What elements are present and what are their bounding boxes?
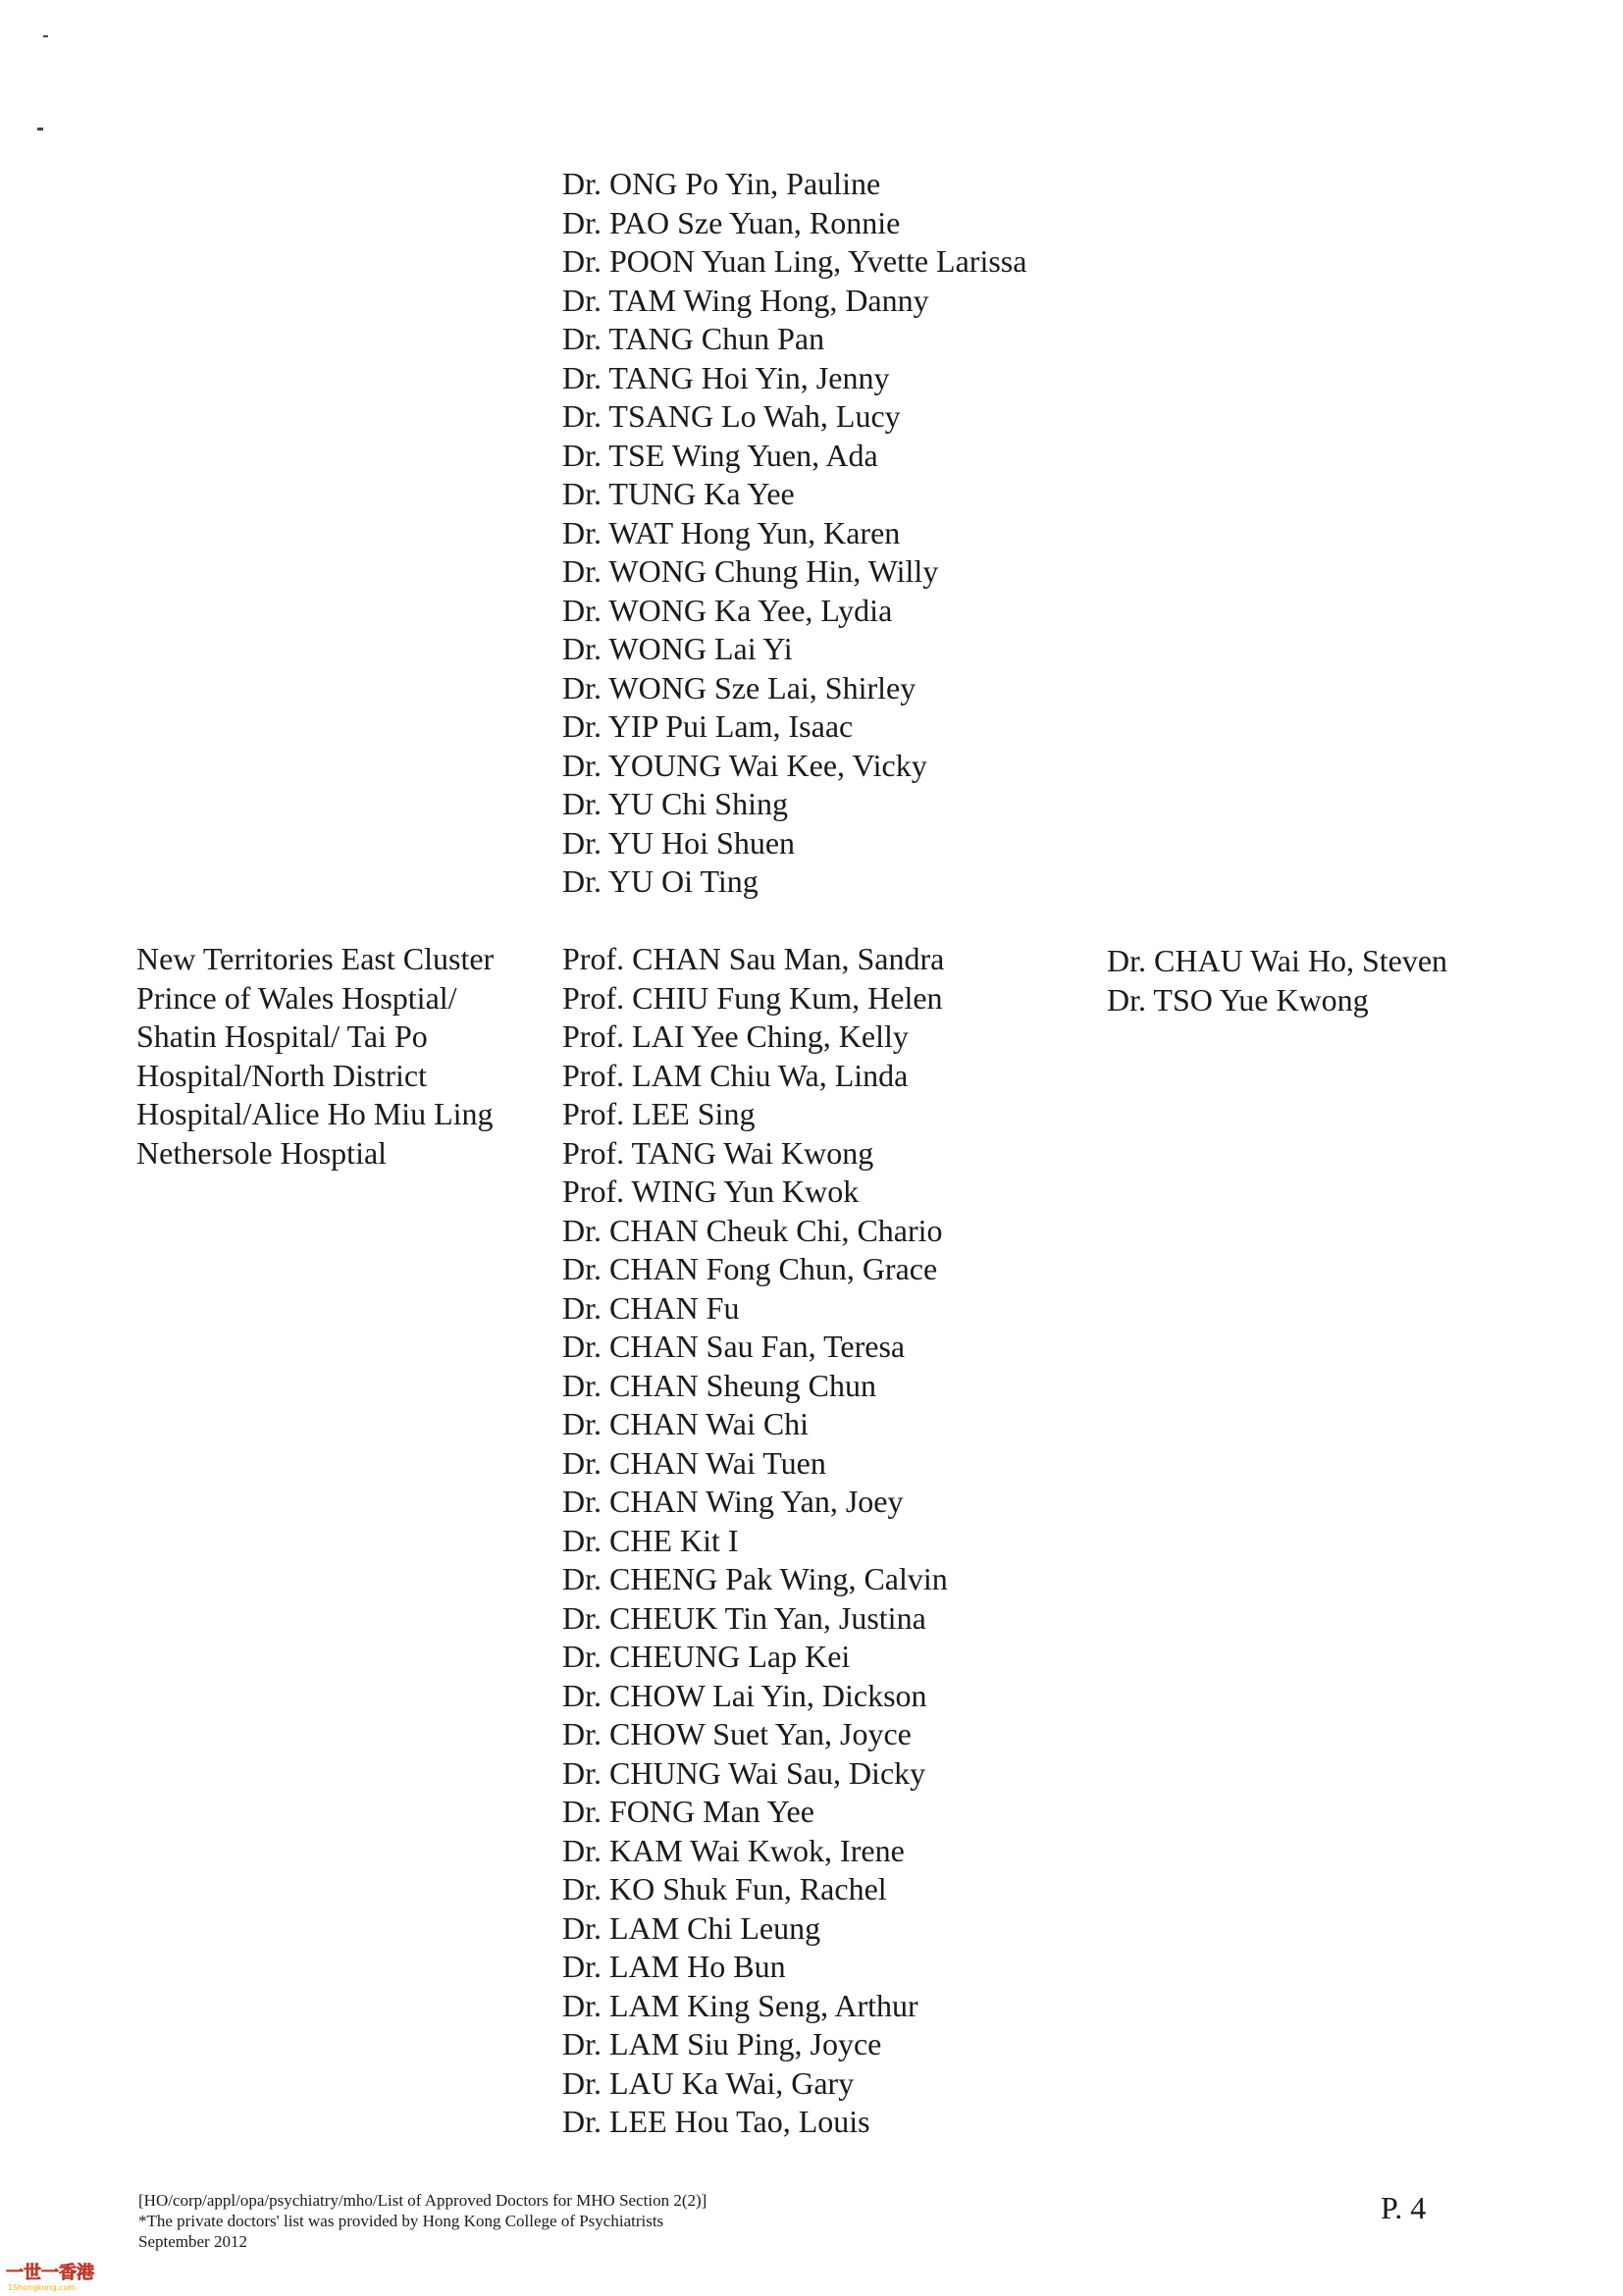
doctor-name: Dr. TAM Wing Hong, Danny	[562, 282, 929, 318]
doctor-name: Dr. CHEUK Tin Yan, Justina	[562, 1599, 926, 1636]
doctor-list-continued	[562, 165, 1026, 902]
doctor-name: Dr. LAM Chi Leung	[562, 1909, 821, 1946]
cluster-hospitals	[136, 940, 494, 1173]
cluster-line: Nethersole Hosptial	[136, 1134, 388, 1171]
doctor-name: Dr. TSO Yue Kwong	[1107, 981, 1369, 1018]
doctor-name: Dr. WONG Ka Yee, Lydia	[562, 592, 893, 628]
doctor-name: Prof. CHIU Fung Kum, Helen	[562, 979, 943, 1016]
footer-date: September 2012	[138, 2232, 247, 2251]
doctor-name: Dr. CHAN Wai Chi	[562, 1406, 810, 1441]
doctor-name: Dr. POON Yuan Ling, Yvette Larissa	[562, 243, 1027, 279]
cluster-line: New Territories East Cluster	[136, 941, 495, 976]
doctor-list-private	[1107, 942, 1447, 1019]
doctor-name: Prof. LEE Sing	[562, 1096, 756, 1131]
doctor-name: Dr. CHOW Lai Yin, Dickson	[562, 1677, 927, 1713]
doctor-name: Dr. WONG Lai Yi	[562, 631, 793, 666]
doctor-name: Prof. LAI Yee Ching, Kelly	[562, 1018, 909, 1054]
doctor-name: Dr. CHAN Fu	[562, 1289, 740, 1326]
cluster-line: Hospital/Alice Ho Miu Ling	[136, 1096, 494, 1131]
doctor-name: Dr. ONG Po Yin, Pauline	[562, 166, 881, 201]
doctor-name: Prof. WING Yun Kwok	[562, 1174, 860, 1209]
doctor-name: Dr. LAM King Seng, Arthur	[562, 1987, 918, 2023]
doctor-name: Dr. YOUNG Wai Kee, Vicky	[562, 747, 927, 783]
doctor-name: Prof. LAM Chiu Wa, Linda	[562, 1057, 909, 1093]
doctor-name: Dr. TSE Wing Yuen, Ada	[562, 437, 878, 473]
doctor-name: Dr. LAM Siu Ping, Joyce	[562, 2026, 882, 2061]
doctor-name: Dr. TANG Hoi Yin, Jenny	[562, 359, 890, 395]
footer	[138, 2190, 707, 2252]
doctor-name: Dr. WONG Sze Lai, Shirley	[562, 669, 916, 705]
doctor-name: Dr. KAM Wai Kwok, Irene	[562, 1832, 905, 1868]
doctor-list-ntec	[562, 940, 948, 2142]
doctor-name: Dr. YU Hoi Shuen	[562, 824, 796, 861]
doctor-name: Dr. CHAN Wing Yan, Joey	[562, 1484, 904, 1519]
doctor-name: Prof. TANG Wai Kwong	[562, 1134, 874, 1171]
footer-path: [HO/corp/appl/opa/psychiatry/mho/List of Approved Doctors for MHO Section 2(2)]	[138, 2191, 707, 2210]
doctor-name: Dr. YIP Pui Lam, Isaac	[562, 708, 854, 744]
watermark-subtext: 1Shongkong.com	[8, 2283, 77, 2292]
doctor-name: Dr. WONG Chung Hin, Willy	[562, 553, 939, 589]
page-number: P. 4	[1381, 2190, 1427, 2225]
cluster-line: Shatin Hospital/ Tai Po	[136, 1018, 428, 1054]
doctor-name: Dr. CHUNG Wai Sau, Dicky	[562, 1754, 926, 1791]
doctor-name: Dr. CHAN Cheuk Chi, Chario	[562, 1212, 943, 1248]
doctor-name: Dr. CHAN Wai Tuen	[562, 1444, 826, 1481]
doctor-name: Dr. CHENG Pak Wing, Calvin	[562, 1561, 948, 1596]
footer-note: *The private doctors' list was provided by Hong Kong College of Psychiatrists	[138, 2212, 664, 2230]
doctor-name: Dr. KO Shuk Fun, Rachel	[562, 1871, 887, 1906]
doctor-name: Dr. LEE Hou Tao, Louis	[562, 2104, 870, 2139]
scan-mark	[43, 35, 48, 37]
watermark-text: 一世一香港	[6, 2263, 94, 2283]
doctor-name: Dr. TSANG Lo Wah, Lucy	[562, 398, 901, 434]
doctor-name: Dr. CHAU Wai Ho, Steven	[1107, 943, 1448, 978]
doctor-name: Dr. CHOW Suet Yan, Joyce	[562, 1716, 912, 1751]
doctor-name: Dr. LAM Ho Bun	[562, 1949, 786, 1984]
doctor-name: Prof. CHAN Sau Man, Sandra	[562, 941, 945, 976]
doctor-name: Dr. FONG Man Yee	[562, 1794, 814, 1829]
doctor-name: Dr. TANG Chun Pan	[562, 321, 825, 356]
doctor-name: Dr. CHAN Fong Chun, Grace	[562, 1251, 938, 1286]
doctor-name: Dr. LAU Ka Wai, Gary	[562, 2064, 855, 2101]
doctor-name: Dr. YU Chi Shing	[562, 786, 788, 821]
cluster-line: Hospital/North District	[136, 1057, 427, 1093]
doctor-name: Dr. PAO Sze Yuan, Ronnie	[562, 204, 901, 240]
doctor-name: Dr. WAT Hong Yun, Karen	[562, 514, 901, 550]
scan-mark	[37, 128, 43, 130]
doctor-name: Dr. CHAN Sheung Chun	[562, 1367, 877, 1403]
doctor-name: Dr. CHEUNG Lap Kei	[562, 1639, 851, 1674]
cluster-line: Prince of Wales Hosptial/	[136, 979, 457, 1016]
doctor-name: Dr. CHE Kit I	[562, 1522, 739, 1558]
doctor-name: Dr. CHAN Sau Fan, Teresa	[562, 1329, 906, 1364]
doctor-name: Dr. TUNG Ka Yee	[562, 476, 795, 511]
doctor-name: Dr. YU Oi Ting	[562, 863, 759, 899]
watermark-logo	[4, 2259, 122, 2292]
